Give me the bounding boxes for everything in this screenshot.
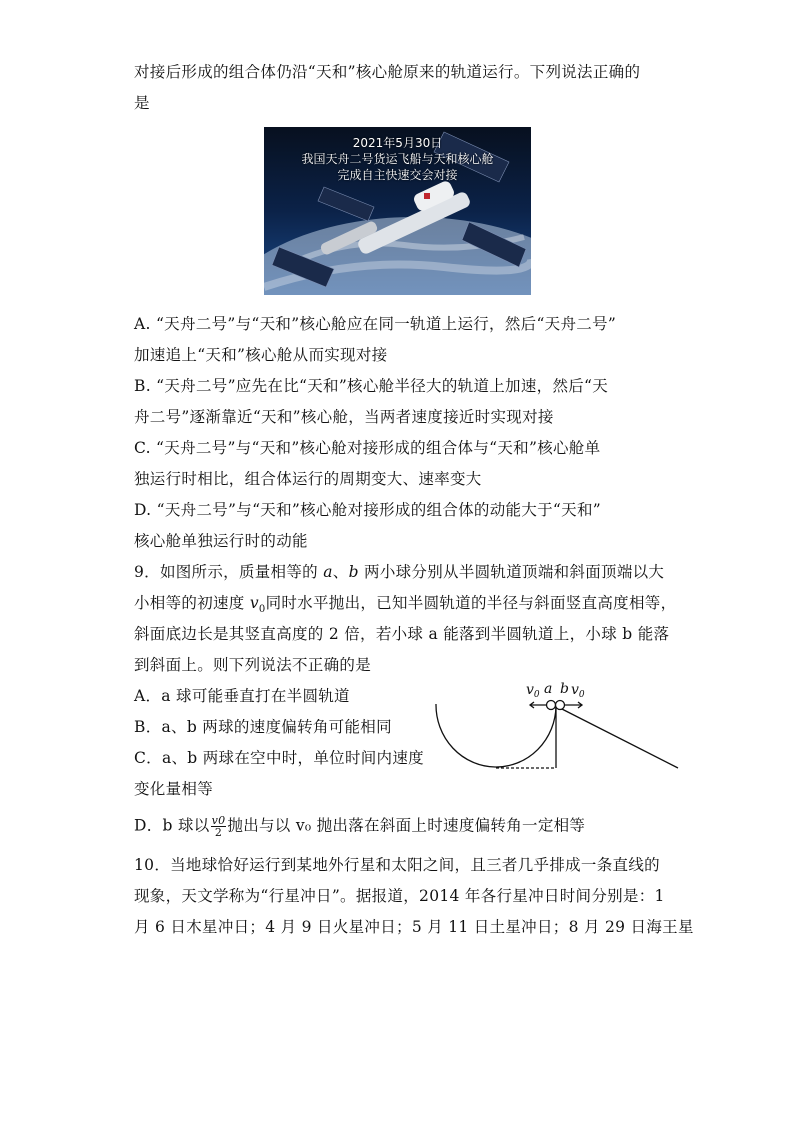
label-v0-right: $v_0$ (571, 682, 585, 700)
option-a-line-1: A. “天舟二号”与“天和”核心舱应在同一轨道上运行，然后“天舟二号” (134, 315, 617, 333)
ball-a (547, 701, 556, 710)
q9-option-a: A．a 球可能垂直打在半圆轨道 (134, 687, 350, 705)
ball-b (556, 701, 565, 710)
label-v0-left: $v_0$ (526, 682, 540, 700)
q9-option-c-line-1: C．a、b 两球在空中时，单位时间内速度 (134, 749, 424, 767)
label-a: a (544, 681, 553, 697)
intro-line-2: 是 (134, 94, 150, 112)
v0-subscript: 0 (258, 604, 266, 616)
q9-option-c-line-2: 变化量相等 (134, 780, 214, 798)
q9-line-1 (134, 562, 664, 582)
option-a-line-2: 加速追上“天和”核心舱从而实现对接 (134, 346, 388, 364)
fraction-numerator: v0 (211, 814, 226, 827)
q9-line-3: 斜面底边长是其竖直高度的 2 倍，若小球 a 能落到半圆轨道上，小球 b 能落 (134, 625, 670, 643)
v0-symbol: v (249, 594, 259, 612)
q9-text: 9．如图所示，质量相等的 (134, 563, 324, 581)
option-b-line-2: 舟二号”逐渐靠近“天和”核心舱，当两者速度接近时实现对接 (134, 408, 554, 426)
q9-option-b: B．a、b 两球的速度偏转角可能相同 (134, 718, 392, 736)
v0-over-2-fraction (211, 815, 227, 838)
q9-line-4: 到斜面上。则下列说法不正确的是 (134, 656, 372, 674)
q10-line-3: 月 6 日木星冲日；4 月 9 日火星冲日；5 月 11 日土星冲日；8 月 29 日海王星 (134, 918, 694, 936)
q9-text: 抛出与以 v₀ 抛出落在斜面上时速度偏转角一定相等 (227, 816, 586, 835)
q10-line-2: 现象，天文学称为“行星冲日”。据报道，2014 年各行星冲日时间分别是：1 (134, 887, 665, 905)
q9-text: 同时水平抛出，已知半圆轨道的半径与斜面竖直高度相等， (265, 594, 677, 612)
photo-caption-1: 2021年5月30日 (352, 136, 443, 150)
q9-option-d (134, 815, 585, 838)
q9-text: 、 (332, 563, 349, 581)
q10-line-1: 10．当地球恰好运行到某地外行星和太阳之间，且三者几乎排成一条直线的 (134, 856, 660, 874)
incline-hypotenuse (556, 706, 678, 768)
photo-caption-2: 我国天舟二号货运飞船与天和核心舱 (301, 152, 494, 166)
q9-text: 两小球分别从半圆轨道顶端和斜面顶端以大 (358, 563, 665, 581)
option-b-line-1: B. “天舟二号”应先在比“天和”核心舱半径大的轨道上加速，然后“天 (134, 377, 609, 395)
fraction-denominator: 2 (214, 826, 223, 839)
q9-text: 小相等的初速度 (134, 594, 250, 612)
option-c-line-2: 独运行时相比，组合体运行的周期变大、速率变大 (134, 470, 482, 488)
semicircle-track (436, 704, 556, 767)
option-d-line-1: D. “天舟二号”与“天和”核心舱对接形成的组合体的动能大于“天和” (134, 501, 601, 519)
ball-a-label: a (323, 563, 333, 581)
semicircle-incline-diagram (434, 678, 684, 778)
photo-caption-3: 完成自主快速交会对接 (337, 168, 458, 182)
intro-line-1: 对接后形成的组合体仍沿“天和”核心舱原来的轨道运行。下列说法正确的 (134, 63, 641, 81)
ball-b-label: b (348, 563, 359, 581)
option-c-line-1: C. “天舟二号”与“天和”核心舱对接形成的组合体与“天和”核心舱单 (134, 439, 601, 457)
option-d-line-2: 核心舱单独运行时的动能 (134, 532, 308, 550)
label-b: b (560, 681, 569, 697)
q9-text: D．b 球以 (134, 816, 210, 835)
q9-line-2 (134, 593, 676, 620)
